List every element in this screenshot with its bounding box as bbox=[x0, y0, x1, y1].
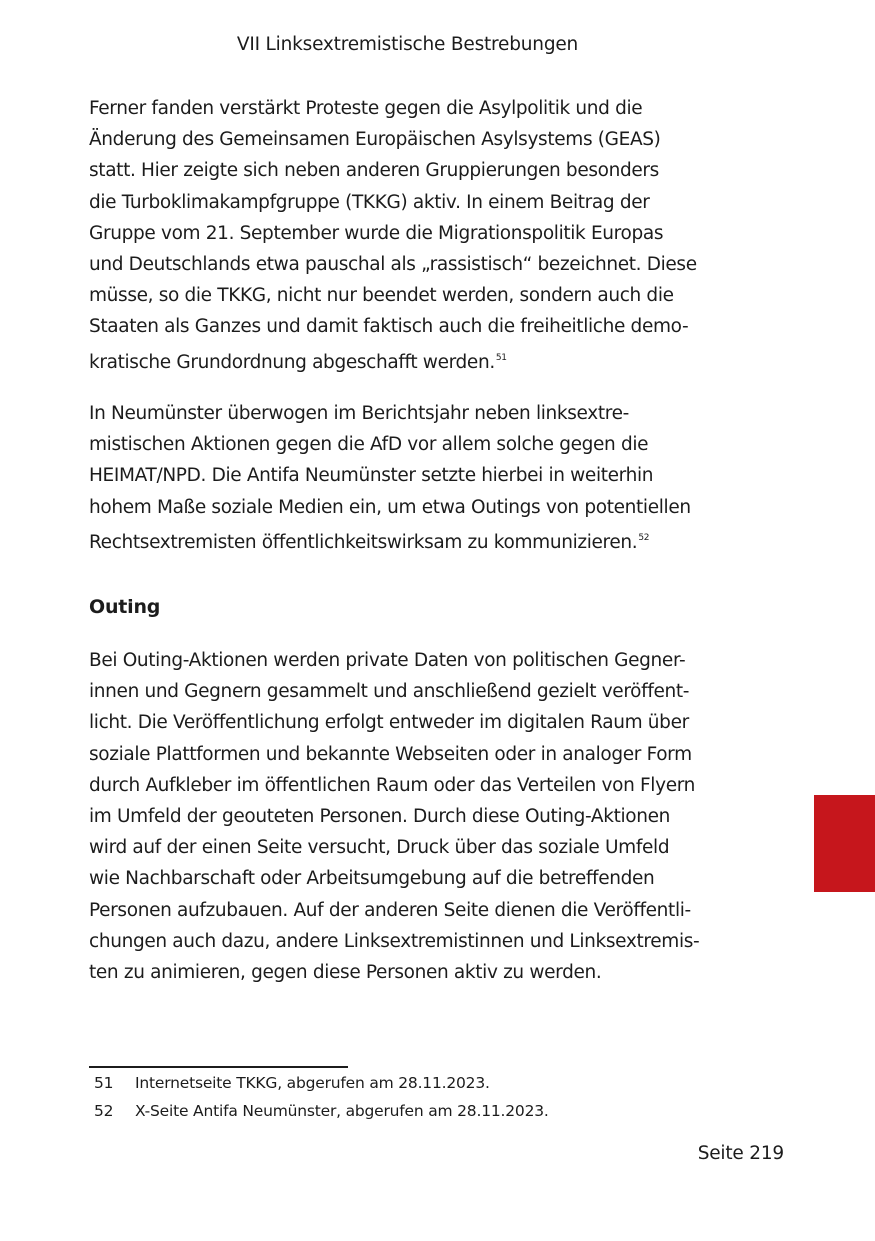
text-line: Änderung des Gemeinsamen Europäischen Asylsystems (GEAS) bbox=[89, 129, 661, 151]
text-line: Personen aufzubauen. Auf der anderen Seite dienen die Veröffentli- bbox=[89, 899, 691, 921]
text-line: und Deutschlands etwa pauschal als „rassistisch“ bezeichnet. Diese bbox=[89, 254, 697, 276]
chapter-marker-tab bbox=[814, 795, 875, 892]
text-line: hohem Maße soziale Medien ein, um etwa Outings von potentiellen bbox=[89, 496, 691, 518]
text-line: Gruppe vom 21. September wurde die Migrationspolitik Europas bbox=[89, 222, 664, 244]
text-line: licht. Die Veröffentlichung erfolgt entweder im digitalen Raum über bbox=[89, 712, 689, 734]
footnote-51 bbox=[94, 1074, 490, 1092]
text-line: wie Nachbarschaft oder Arbeitsumgebung auf die betreffenden bbox=[89, 868, 655, 890]
text-line: Rechtsextremisten öffentlichkeitswirksam zu kommunizieren.$^{52}$ bbox=[89, 531, 650, 553]
text-line: mistischen Aktionen gegen die AfD vor allem solche gegen die bbox=[89, 434, 649, 456]
text-line: die Turboklimakampfgruppe (TKKG) aktiv. In einem Beitrag der bbox=[89, 191, 650, 213]
footnote-text: X-Seite Antifa Neumünster, abgerufen am 28.11.2023. bbox=[135, 1102, 549, 1120]
text-line: müsse, so die TKKG, nicht nur beendet werden, sondern auch die bbox=[89, 285, 674, 307]
body-paragraph-outing bbox=[89, 645, 749, 988]
body-paragraph-neumuenster bbox=[89, 398, 749, 558]
footnote-separator bbox=[89, 1066, 348, 1068]
text-line: innen und Gegnern gesammelt und anschließend gezielt veröffent- bbox=[89, 681, 690, 703]
text-line: durch Aufkleber im öffentlichen Raum oder das Verteilen von Flyern bbox=[89, 774, 696, 796]
text-line: Ferner fanden verstärkt Proteste gegen die Asylpolitik und die bbox=[89, 98, 643, 119]
text-line: chungen auch dazu, andere Linksextremistinnen und Linksextremis- bbox=[89, 930, 700, 952]
page-number: Seite 219 bbox=[697, 1143, 784, 1164]
text-line: wird auf der einen Seite versucht, Druck über das soziale Umfeld bbox=[89, 837, 670, 859]
footnote-text: Internetseite TKKG, abgerufen am 28.11.2023. bbox=[135, 1074, 490, 1092]
text-line: HEIMAT/NPD. Die Antifa Neumünster setzte hierbei in weiterhin bbox=[89, 465, 654, 487]
text-line: Staaten als Ganzes und damit faktisch auch die freiheitliche demo- bbox=[89, 316, 689, 338]
footnote-number: 51 bbox=[94, 1074, 114, 1092]
text-line: In Neumünster überwogen im Berichtsjahr neben linksextre- bbox=[89, 403, 629, 424]
footnote-52 bbox=[94, 1102, 549, 1120]
footnote-reference: 51 bbox=[495, 352, 507, 363]
text-line: soziale Plattformen und bekannte Webseiten oder in analoger Form bbox=[89, 743, 692, 765]
text-line: kratische Grundordnung abgeschafft werden.$^{51}$ bbox=[89, 351, 507, 373]
footnote-number: 52 bbox=[94, 1102, 114, 1120]
text-line: Bei Outing-Aktionen werden private Daten von politischen Gegner- bbox=[89, 650, 686, 671]
running-header: VII Linksextremistische Bestrebungen bbox=[236, 34, 579, 55]
footnote-reference: 52 bbox=[638, 532, 650, 543]
body-paragraph-asylum-protests bbox=[89, 93, 749, 378]
text-line: statt. Hier zeigte sich neben anderen Gruppierungen besonders bbox=[89, 160, 659, 182]
text-line: ten zu animieren, gegen diese Personen aktiv zu werden. bbox=[89, 962, 602, 984]
text-line: im Umfeld der geouteten Personen. Durch diese Outing-Aktionen bbox=[89, 806, 671, 828]
section-heading-outing: Outing bbox=[89, 596, 161, 618]
